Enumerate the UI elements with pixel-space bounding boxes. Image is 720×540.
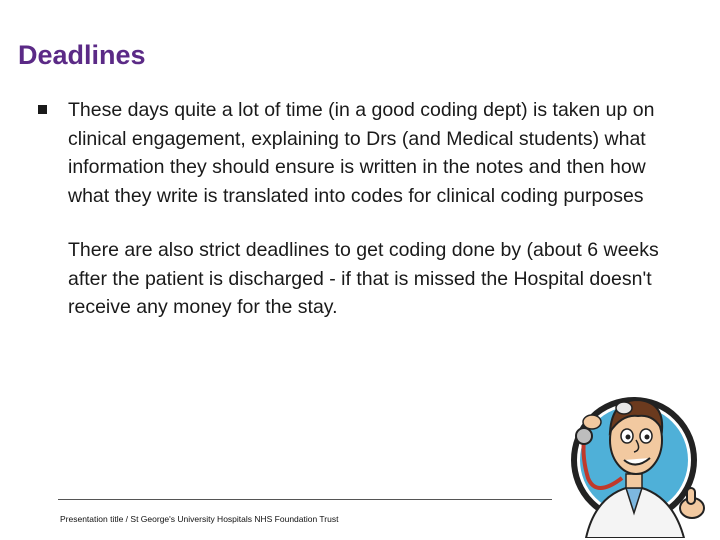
slide-title: Deadlines xyxy=(18,40,146,70)
cartoon-doctor-icon xyxy=(566,378,716,538)
bullet-item xyxy=(38,96,678,210)
square-bullet-icon xyxy=(38,105,47,114)
footer-text: Presentation title / St George's University Hospitals NHS Foundation Trust xyxy=(60,514,339,524)
bullet-text: These days quite a lot of time (in a good coding dept) is taken up on clinical engagement, explaining to Drs (and Medical students) what information they should ensure is written in the notes and then how what they write is translated into codes for clinical coding purposes xyxy=(68,99,655,207)
footer-divider xyxy=(58,499,552,500)
paragraph-deadlines: There are also strict deadlines to get coding done by (about 6 weeks after the patient is discharged - if that is missed the Hospital doesn't receive any money for the stay. xyxy=(68,239,659,318)
slide-body xyxy=(38,96,678,322)
